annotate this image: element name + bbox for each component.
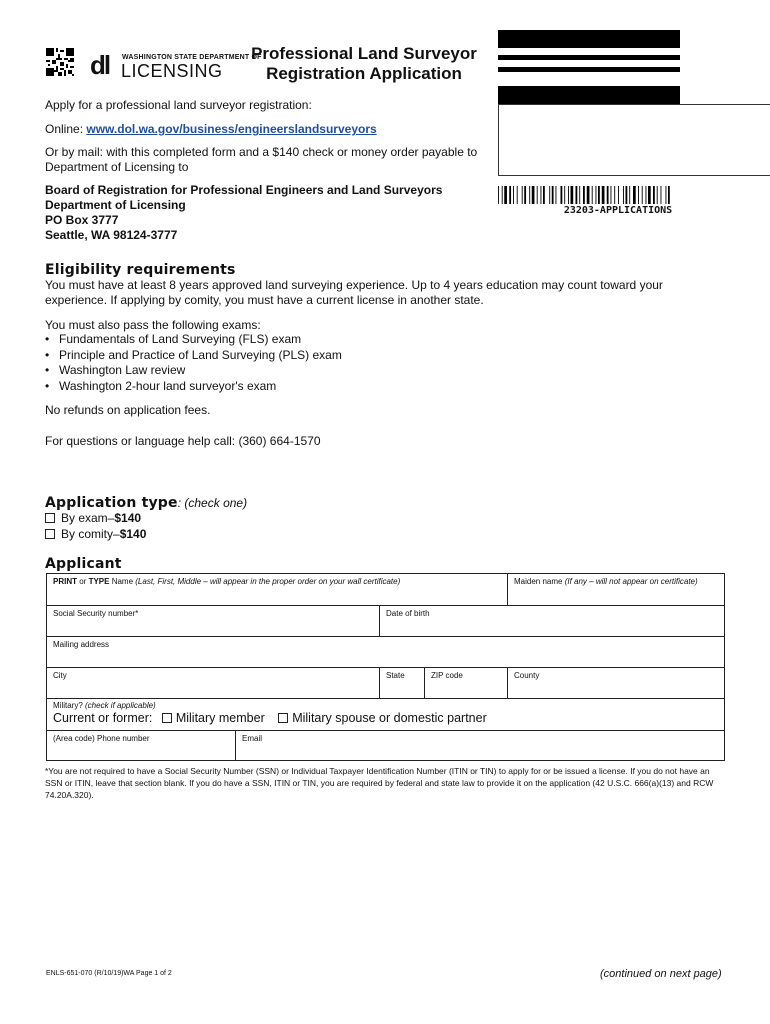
office-use-box [498, 104, 770, 176]
address-line: Department of Licensing [45, 198, 186, 212]
exams-list [45, 332, 342, 394]
option-by-exam[interactable] [45, 511, 141, 526]
qr-code-icon [46, 48, 74, 76]
title-line-2: Registration Application [266, 64, 462, 83]
state-label: State [386, 671, 405, 680]
address-line: PO Box 3777 [45, 213, 119, 227]
address-line: Board of Registration for Professional Engineers and Land Surveyors [45, 183, 443, 197]
current-former-label: Current or former: [53, 711, 153, 725]
state-field[interactable] [380, 668, 425, 699]
maiden-label: Maiden name [514, 577, 565, 586]
admin-stripe-4 [498, 86, 680, 104]
name-label-type: TYPE [88, 577, 110, 586]
city-label: City [53, 671, 67, 680]
mailing-address-field[interactable] [47, 637, 725, 668]
military-spouse-checkbox[interactable] [278, 713, 288, 723]
zip-field[interactable] [425, 668, 508, 699]
questions-text: For questions or language help call: (360) 664-1570 [45, 434, 321, 448]
name-label-note: (Last, First, Middle – will appear in the proper order on your wall certificate) [135, 577, 401, 586]
county-field[interactable] [508, 668, 725, 699]
online-line [45, 122, 377, 137]
admin-stripe-2 [498, 55, 680, 60]
by-comity-checkbox[interactable] [45, 529, 55, 539]
maiden-note: (If any – will not appear on certificate) [564, 577, 698, 586]
application-type-note: : (check one) [177, 496, 248, 510]
dob-label: Date of birth [386, 609, 430, 618]
name-label-print: PRINT [53, 577, 77, 586]
dob-field[interactable] [380, 606, 725, 637]
list-item: • Principle and Practice of Land Surveying (PLS) exam [45, 348, 342, 364]
military-options [53, 711, 725, 725]
eligibility-text: You must have at least 8 years approved land surveying experience. Up to 4 years education may count toward your experience. If applying by comity, you must have a current license in another state. [45, 278, 663, 307]
address-line: Seattle, WA 98124-3777 [45, 228, 178, 242]
form-title [240, 44, 488, 84]
dol-logo [90, 50, 262, 81]
name-label-or: or [77, 577, 89, 586]
by-comity-price: $140 [119, 527, 147, 541]
ssn-field[interactable] [47, 606, 380, 637]
ssn-label: Social Security number* [53, 609, 139, 618]
military-note: (check if applicable) [85, 701, 156, 710]
logo-agency-big: LICENSING [121, 61, 223, 81]
applicant-form [46, 573, 725, 761]
military-field [47, 699, 725, 731]
email-field[interactable] [236, 731, 725, 760]
ssn-footnote: *You are not required to have a Social Security Number (SSN) or Individual Taxpayer Identification Number (ITIN or TIN) to apply for or be issued a license. If you do not have an SSN or ITIN, leave that section blank. If you do have a SSN, ITIN or TIN, you are required by federal and state law to provide it on the application (42 U.S.C. 666(a)(13) and RCW 74.20A.320). [45, 766, 714, 800]
by-comity-label: By comity– [61, 527, 120, 541]
continued-note: (continued on next page) [600, 968, 722, 980]
logo-mark: dl [90, 50, 110, 80]
list-item: • Washington Law review [45, 363, 342, 379]
by-exam-price: $140 [114, 511, 142, 525]
list-item: • Fundamentals of Land Surveying (FLS) exam [45, 332, 342, 348]
refunds-text: No refunds on application fees. [45, 403, 211, 417]
barcode [498, 186, 718, 204]
maiden-name-field[interactable] [508, 574, 725, 606]
applicant-heading: Applicant [45, 556, 122, 572]
by-exam-label: By exam– [61, 511, 115, 525]
logo-agency-small: WASHINGTON STATE DEPARTMENT OF [122, 54, 262, 61]
name-label-name: Name [109, 577, 136, 586]
name-field[interactable] [47, 574, 508, 606]
email-label: Email [242, 734, 263, 743]
apply-text: Apply for a professional land surveyor registration: [45, 98, 312, 112]
by-exam-checkbox[interactable] [45, 513, 55, 523]
exams-intro: You must also pass the following exams: [45, 318, 261, 332]
admin-stripe-1 [498, 30, 680, 48]
title-line-1: Professional Land Surveyor [251, 44, 477, 63]
military-spouse-label: Military spouse or domestic partner [292, 711, 487, 725]
online-label: Online: [45, 122, 87, 136]
phone-label: (Area code) Phone number [53, 734, 150, 743]
option-by-comity[interactable] [45, 527, 146, 542]
application-type-heading [45, 494, 247, 512]
county-label: County [514, 671, 540, 680]
mailing-address-block [45, 183, 442, 243]
city-field[interactable] [47, 668, 380, 699]
mail-text: Or by mail: with this completed form and a $140 check or money order payable to Department of Licensing to [45, 145, 478, 174]
application-type-title: Application type [45, 495, 178, 511]
eligibility-heading: Eligibility requirements [45, 262, 236, 278]
phone-field[interactable] [47, 731, 236, 760]
mailing-label: Mailing address [53, 640, 110, 649]
zip-label: ZIP code [431, 671, 463, 680]
barcode-text: 23203-APPLICATIONS [563, 205, 673, 216]
list-item: • Washington 2-hour land surveyor's exam [45, 379, 342, 395]
military-member-label: Military member [175, 711, 265, 725]
military-member-checkbox[interactable] [162, 713, 172, 723]
military-label: Military? [53, 701, 86, 710]
admin-stripe-3 [498, 67, 680, 72]
form-number: ENLS-651-070 (R/10/19)WA Page 1 of 2 [46, 970, 172, 977]
online-url-link[interactable]: www.dol.wa.gov/business/engineerslandsurveyors [86, 122, 377, 136]
